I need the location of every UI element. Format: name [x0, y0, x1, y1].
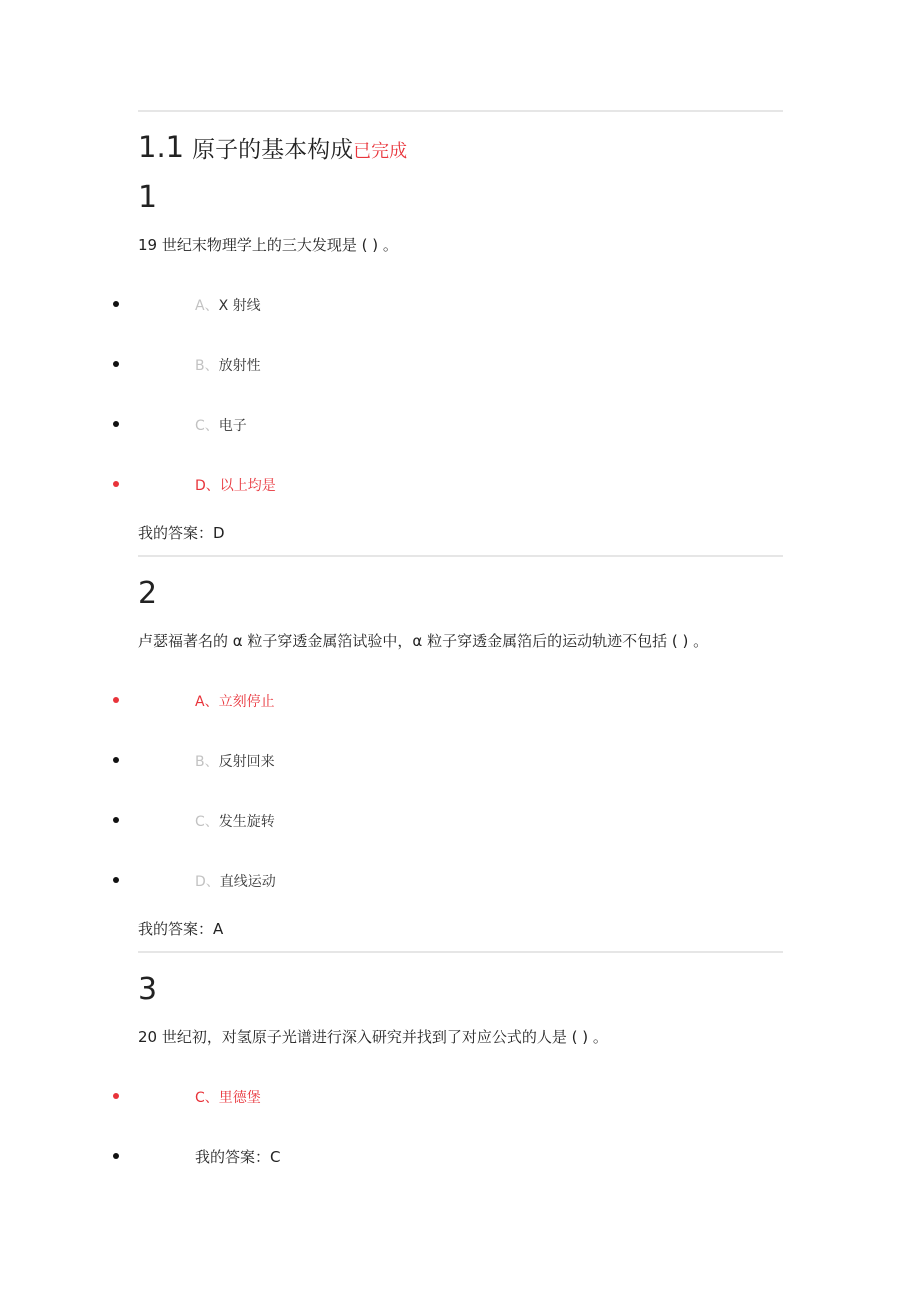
option-text: 里德堡: [218, 1090, 261, 1106]
option-letter: B、: [195, 358, 219, 374]
list-bullet: [113, 301, 119, 307]
option-letter: A、: [195, 694, 219, 710]
list-bullet: [113, 817, 119, 823]
option-c[interactable]: [195, 415, 247, 435]
list-bullet: [113, 697, 119, 703]
question-divider: [138, 951, 783, 953]
option-text: 放射性: [218, 358, 261, 374]
my-answer: 我的答案：A: [138, 920, 224, 938]
option-c[interactable]: [195, 811, 275, 831]
option-a[interactable]: [195, 691, 275, 711]
list-bullet: [113, 421, 119, 427]
list-bullet: [113, 361, 119, 367]
option-text: 直线运动: [219, 874, 276, 890]
option-letter: C、: [195, 418, 219, 434]
option-b[interactable]: [195, 751, 275, 771]
question-divider: [138, 555, 783, 557]
question-text: 卢瑟福著名的 α 粒子穿透金属箔试验中，α 粒子穿透金属箔后的运动轨迹不包括 ( ) 。: [138, 632, 709, 650]
question-text: 20 世纪初，对氢原子光谱进行深入研究并找到了对应公式的人是 ( ) 。: [138, 1028, 608, 1046]
option-letter: D、: [195, 478, 220, 494]
list-bullet: [113, 1153, 119, 1159]
option-text: 立刻停止: [218, 694, 275, 710]
section-title: [138, 130, 407, 164]
option-text: 发生旋转: [218, 814, 275, 830]
option-d[interactable]: [195, 475, 276, 495]
list-bullet: [113, 877, 119, 883]
option-letter: C、: [195, 814, 219, 830]
question-number: 2: [138, 576, 158, 611]
option-b[interactable]: [195, 355, 261, 375]
option-text: X 射线: [218, 298, 261, 314]
option-letter: B、: [195, 754, 219, 770]
question-text: 19 世纪末物理学上的三大发现是 ( ) 。: [138, 236, 398, 254]
my-answer: 我的答案：C: [195, 1148, 281, 1166]
question-number: 3: [138, 972, 158, 1007]
option-letter: C、: [195, 1090, 219, 1106]
option-letter: D、: [195, 874, 220, 890]
top-divider: [138, 110, 783, 112]
option-text: 反射回来: [218, 754, 275, 770]
option-c[interactable]: [195, 1087, 261, 1107]
option-d[interactable]: [195, 871, 276, 891]
option-text: 电子: [218, 418, 247, 434]
my-answer: 我的答案：D: [138, 524, 225, 542]
list-bullet: [113, 1093, 119, 1099]
list-bullet: [113, 481, 119, 487]
section-name: 原子的基本构成: [192, 137, 354, 163]
option-a[interactable]: [195, 295, 261, 315]
question-number: 1: [138, 180, 158, 215]
list-bullet: [113, 757, 119, 763]
option-letter: A、: [195, 298, 219, 314]
section-number: 1.1: [138, 130, 185, 164]
completion-status: 已完成: [353, 141, 408, 162]
option-text: 以上均是: [219, 478, 276, 494]
